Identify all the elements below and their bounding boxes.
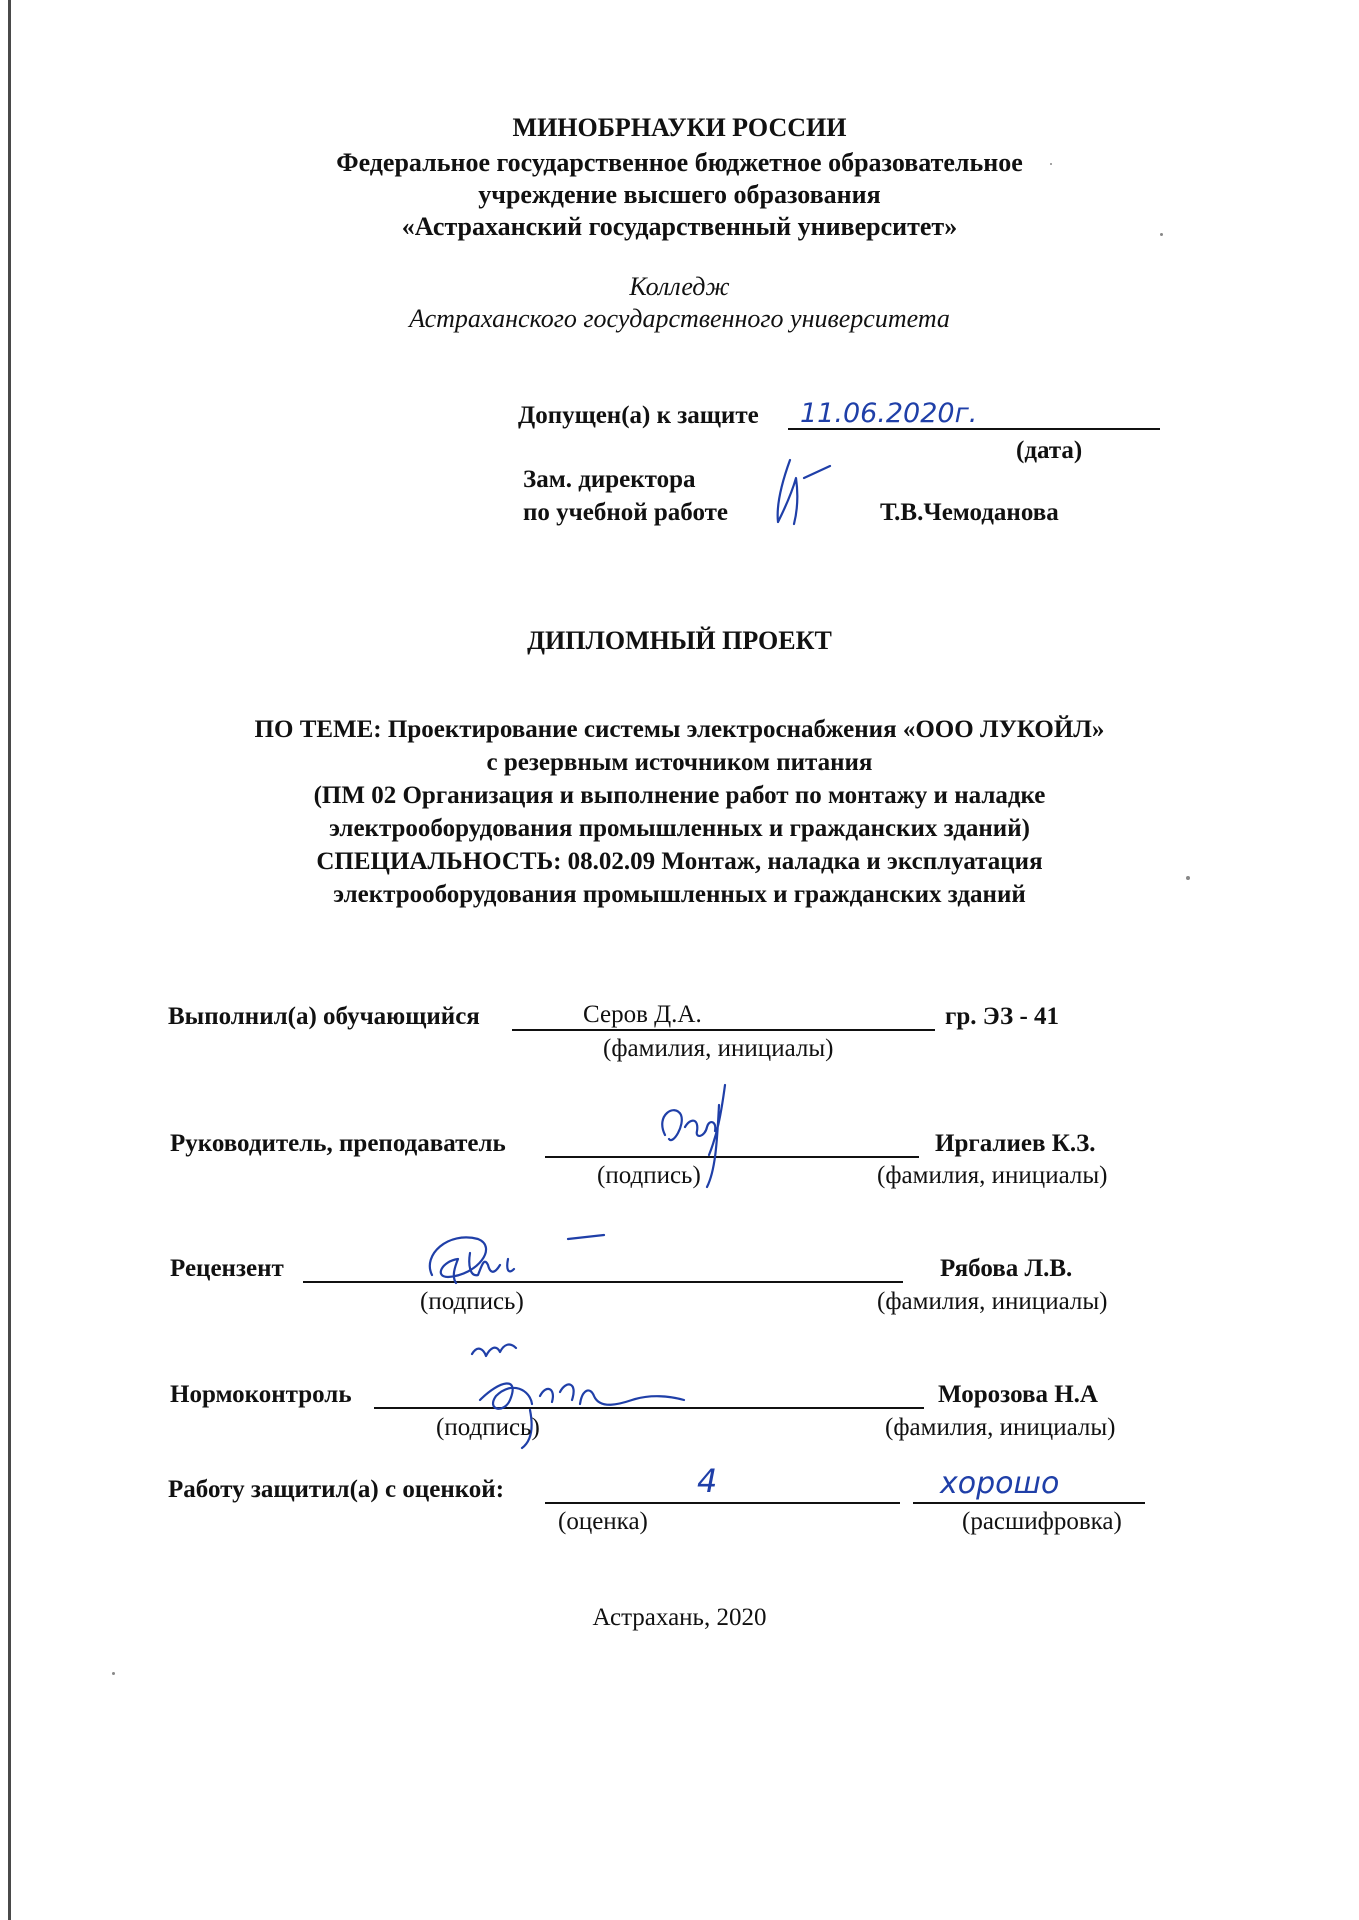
normcontrol-name: Морозова Н.А bbox=[938, 1381, 1098, 1408]
college-line-2: Астраханского государственного университета bbox=[409, 304, 950, 333]
grade-text: хорошо bbox=[940, 1466, 1060, 1501]
normcontrol-label: Нормоконтроль bbox=[170, 1381, 352, 1408]
reviewer-label: Рецензент bbox=[170, 1255, 284, 1282]
reviewer-sign-caption: (подпись) bbox=[420, 1288, 524, 1315]
document-title: ДИПЛОМНЫЙ ПРОЕКТ bbox=[527, 626, 832, 655]
normcontrol-name-caption: (фамилия, инициалы) bbox=[885, 1414, 1116, 1441]
admitted-label: Допущен(а) к защите bbox=[518, 402, 759, 429]
deputy-signature bbox=[762, 452, 852, 532]
specialty-line-2: электрооборудования промышленных и гражданских зданий bbox=[333, 881, 1026, 908]
org-line-1: Федеральное государственное бюджетное образовательное bbox=[336, 148, 1023, 177]
supervisor-name: Иргалиев К.З. bbox=[935, 1130, 1096, 1157]
deputy-title-1: Зам. директора bbox=[523, 466, 696, 493]
grade-line bbox=[545, 1502, 900, 1504]
reviewer-signature bbox=[418, 1225, 608, 1295]
college-line-1: Колледж bbox=[629, 272, 730, 301]
supervisor-sign-caption: (подпись) bbox=[597, 1162, 701, 1189]
supervisor-label: Руководитель, преподаватель bbox=[170, 1130, 506, 1157]
decode-caption: (расшифровка) bbox=[962, 1508, 1122, 1535]
ministry-heading: МИНОБРНАУКИ РОССИИ bbox=[512, 113, 847, 142]
date-caption: (дата) bbox=[1016, 437, 1083, 464]
student-name: Серов Д.А. bbox=[583, 1001, 702, 1028]
topic-line-2: с резервным источником питания bbox=[486, 749, 873, 776]
topic-line-3: (ПМ 02 Организация и выполнение работ по монтажу и наладке bbox=[313, 782, 1046, 809]
normcontrol-sign-caption: (подпись) bbox=[436, 1414, 540, 1441]
admitted-date: 11.06.2020г. bbox=[800, 398, 978, 429]
topic-line-1: ПО ТЕМЕ: Проектирование системы электроснабжения «ООО ЛУКОЙЛ» bbox=[254, 716, 1105, 743]
org-line-3: «Астраханский государственный университет» bbox=[401, 212, 958, 241]
org-line-2: учреждение высшего образования bbox=[478, 180, 881, 209]
grade-caption: (оценка) bbox=[558, 1508, 648, 1535]
reviewer-name-caption: (фамилия, инициалы) bbox=[877, 1288, 1108, 1315]
deputy-name: Т.В.Чемоданова bbox=[880, 499, 1059, 526]
grade-text-line bbox=[913, 1502, 1145, 1504]
defense-label: Работу защитил(а) с оценкой: bbox=[168, 1476, 505, 1503]
specialty-line-1: СПЕЦИАЛЬНОСТЬ: 08.02.09 Монтаж, наладка и эксплуатация bbox=[316, 848, 1043, 875]
deputy-title-2: по учебной работе bbox=[523, 499, 729, 526]
student-group: гр. ЭЗ - 41 bbox=[945, 1003, 1060, 1030]
city-year: Астрахань, 2020 bbox=[592, 1604, 767, 1631]
scan-speck bbox=[1186, 876, 1190, 880]
student-caption: (фамилия, инициалы) bbox=[603, 1035, 834, 1062]
reviewer-name: Рябова Л.В. bbox=[940, 1255, 1073, 1282]
topic-line-4: электрооборудования промышленных и гражданских зданий) bbox=[329, 815, 1030, 842]
grade-value: 4 bbox=[697, 1462, 718, 1500]
student-label: Выполнил(а) обучающийся bbox=[168, 1003, 480, 1030]
supervisor-name-caption: (фамилия, инициалы) bbox=[877, 1162, 1108, 1189]
scan-speck bbox=[112, 1672, 115, 1675]
student-line bbox=[512, 1029, 935, 1031]
